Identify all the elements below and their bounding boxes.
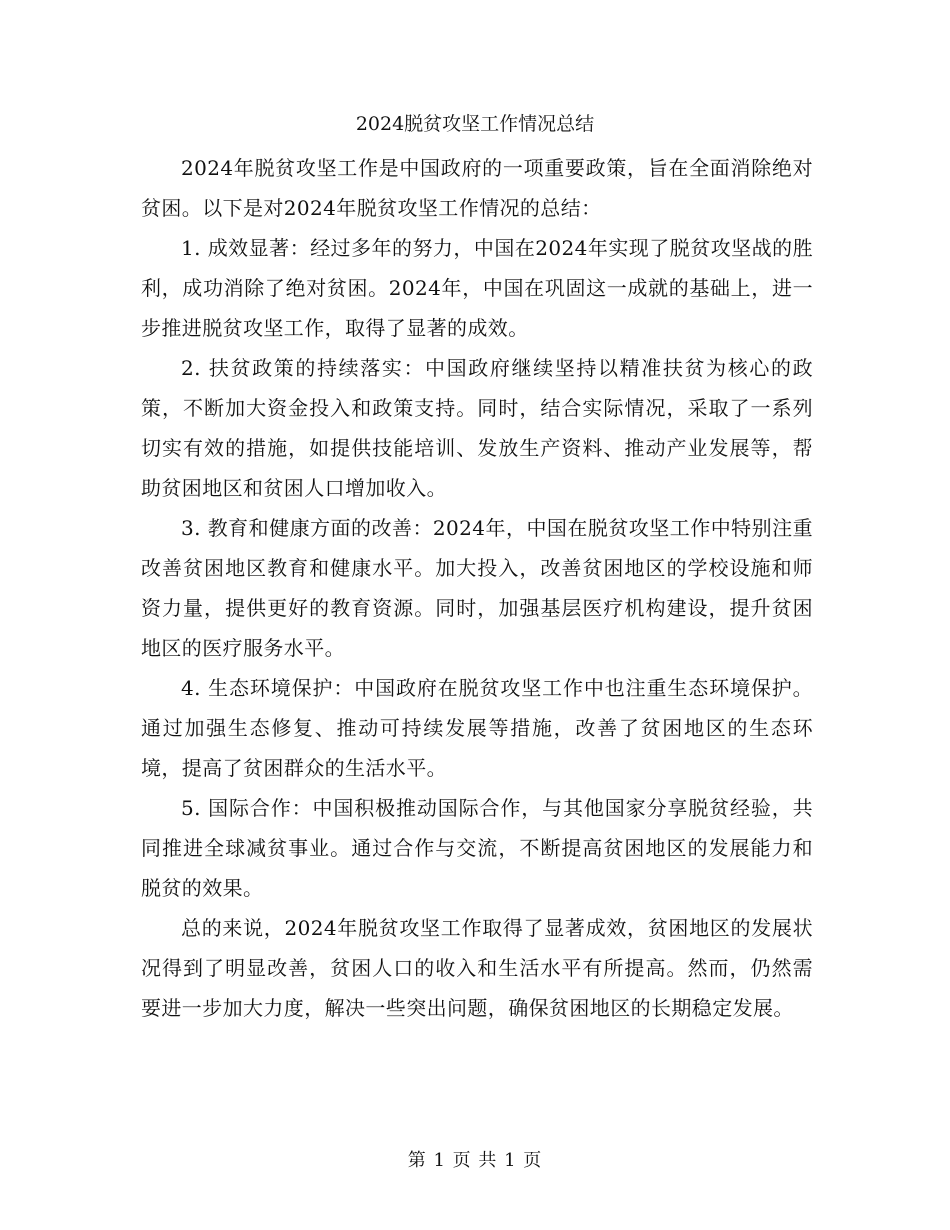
paragraph-item-2: 2. 扶贫政策的持续落实：中国政府继续坚持以精准扶贫为核心的政策，不断加大资金投入和政策支持。同时，结合实际情况，采取了一系列切实有效的措施，如提供技能培训、发放生产资料、推动产业发展等，帮助贫困地区和贫困人口增加收入。 xyxy=(141,356,813,500)
intro-paragraph: 2024年脱贫攻坚工作是中国政府的一项重要政策，旨在全面消除绝对贫困。以下是对2024年脱贫攻坚工作情况的总结： xyxy=(141,156,813,220)
document-body xyxy=(141,148,813,1028)
document-title: 2024脱贫攻坚工作情况总结 xyxy=(355,113,595,135)
conclusion-paragraph: 总的来说，2024年脱贫攻坚工作取得了显著成效，贫困地区的发展状况得到了明显改善，贫困人口的收入和生活水平有所提高。然而，仍然需要进一步加大力度，解决一些突出问题，确保贫困地区的长期稳定发展。 xyxy=(141,916,813,1020)
paragraph-item-3: 3. 教育和健康方面的改善：2024年，中国在脱贫攻坚工作中特别注重改善贫困地区教育和健康水平。加大投入，改善贫困地区的学校设施和师资力量，提供更好的教育资源。同时，加强基层医疗机构建设，提升贫困地区的医疗服务水平。 xyxy=(141,516,813,660)
paragraph-item-1: 1. 成效显著：经过多年的努力，中国在2024年实现了脱贫攻坚战的胜利，成功消除了绝对贫困。2024年，中国在巩固这一成就的基础上，进一步推进脱贫攻坚工作，取得了显著的成效。 xyxy=(141,236,813,340)
paragraph-item-4: 4. 生态环境保护：中国政府在脱贫攻坚工作中也注重生态环境保护。通过加强生态修复、推动可持续发展等措施，改善了贫困地区的生态环境，提高了贫困群众的生活水平。 xyxy=(141,676,813,780)
paragraph-item-5: 5. 国际合作：中国积极推动国际合作，与其他国家分享脱贫经验，共同推进全球减贫事业。通过合作与交流，不断提高贫困地区的发展能力和脱贫的效果。 xyxy=(141,796,813,900)
page-number-footer: 第 1 页 共 1 页 xyxy=(407,1150,543,1171)
